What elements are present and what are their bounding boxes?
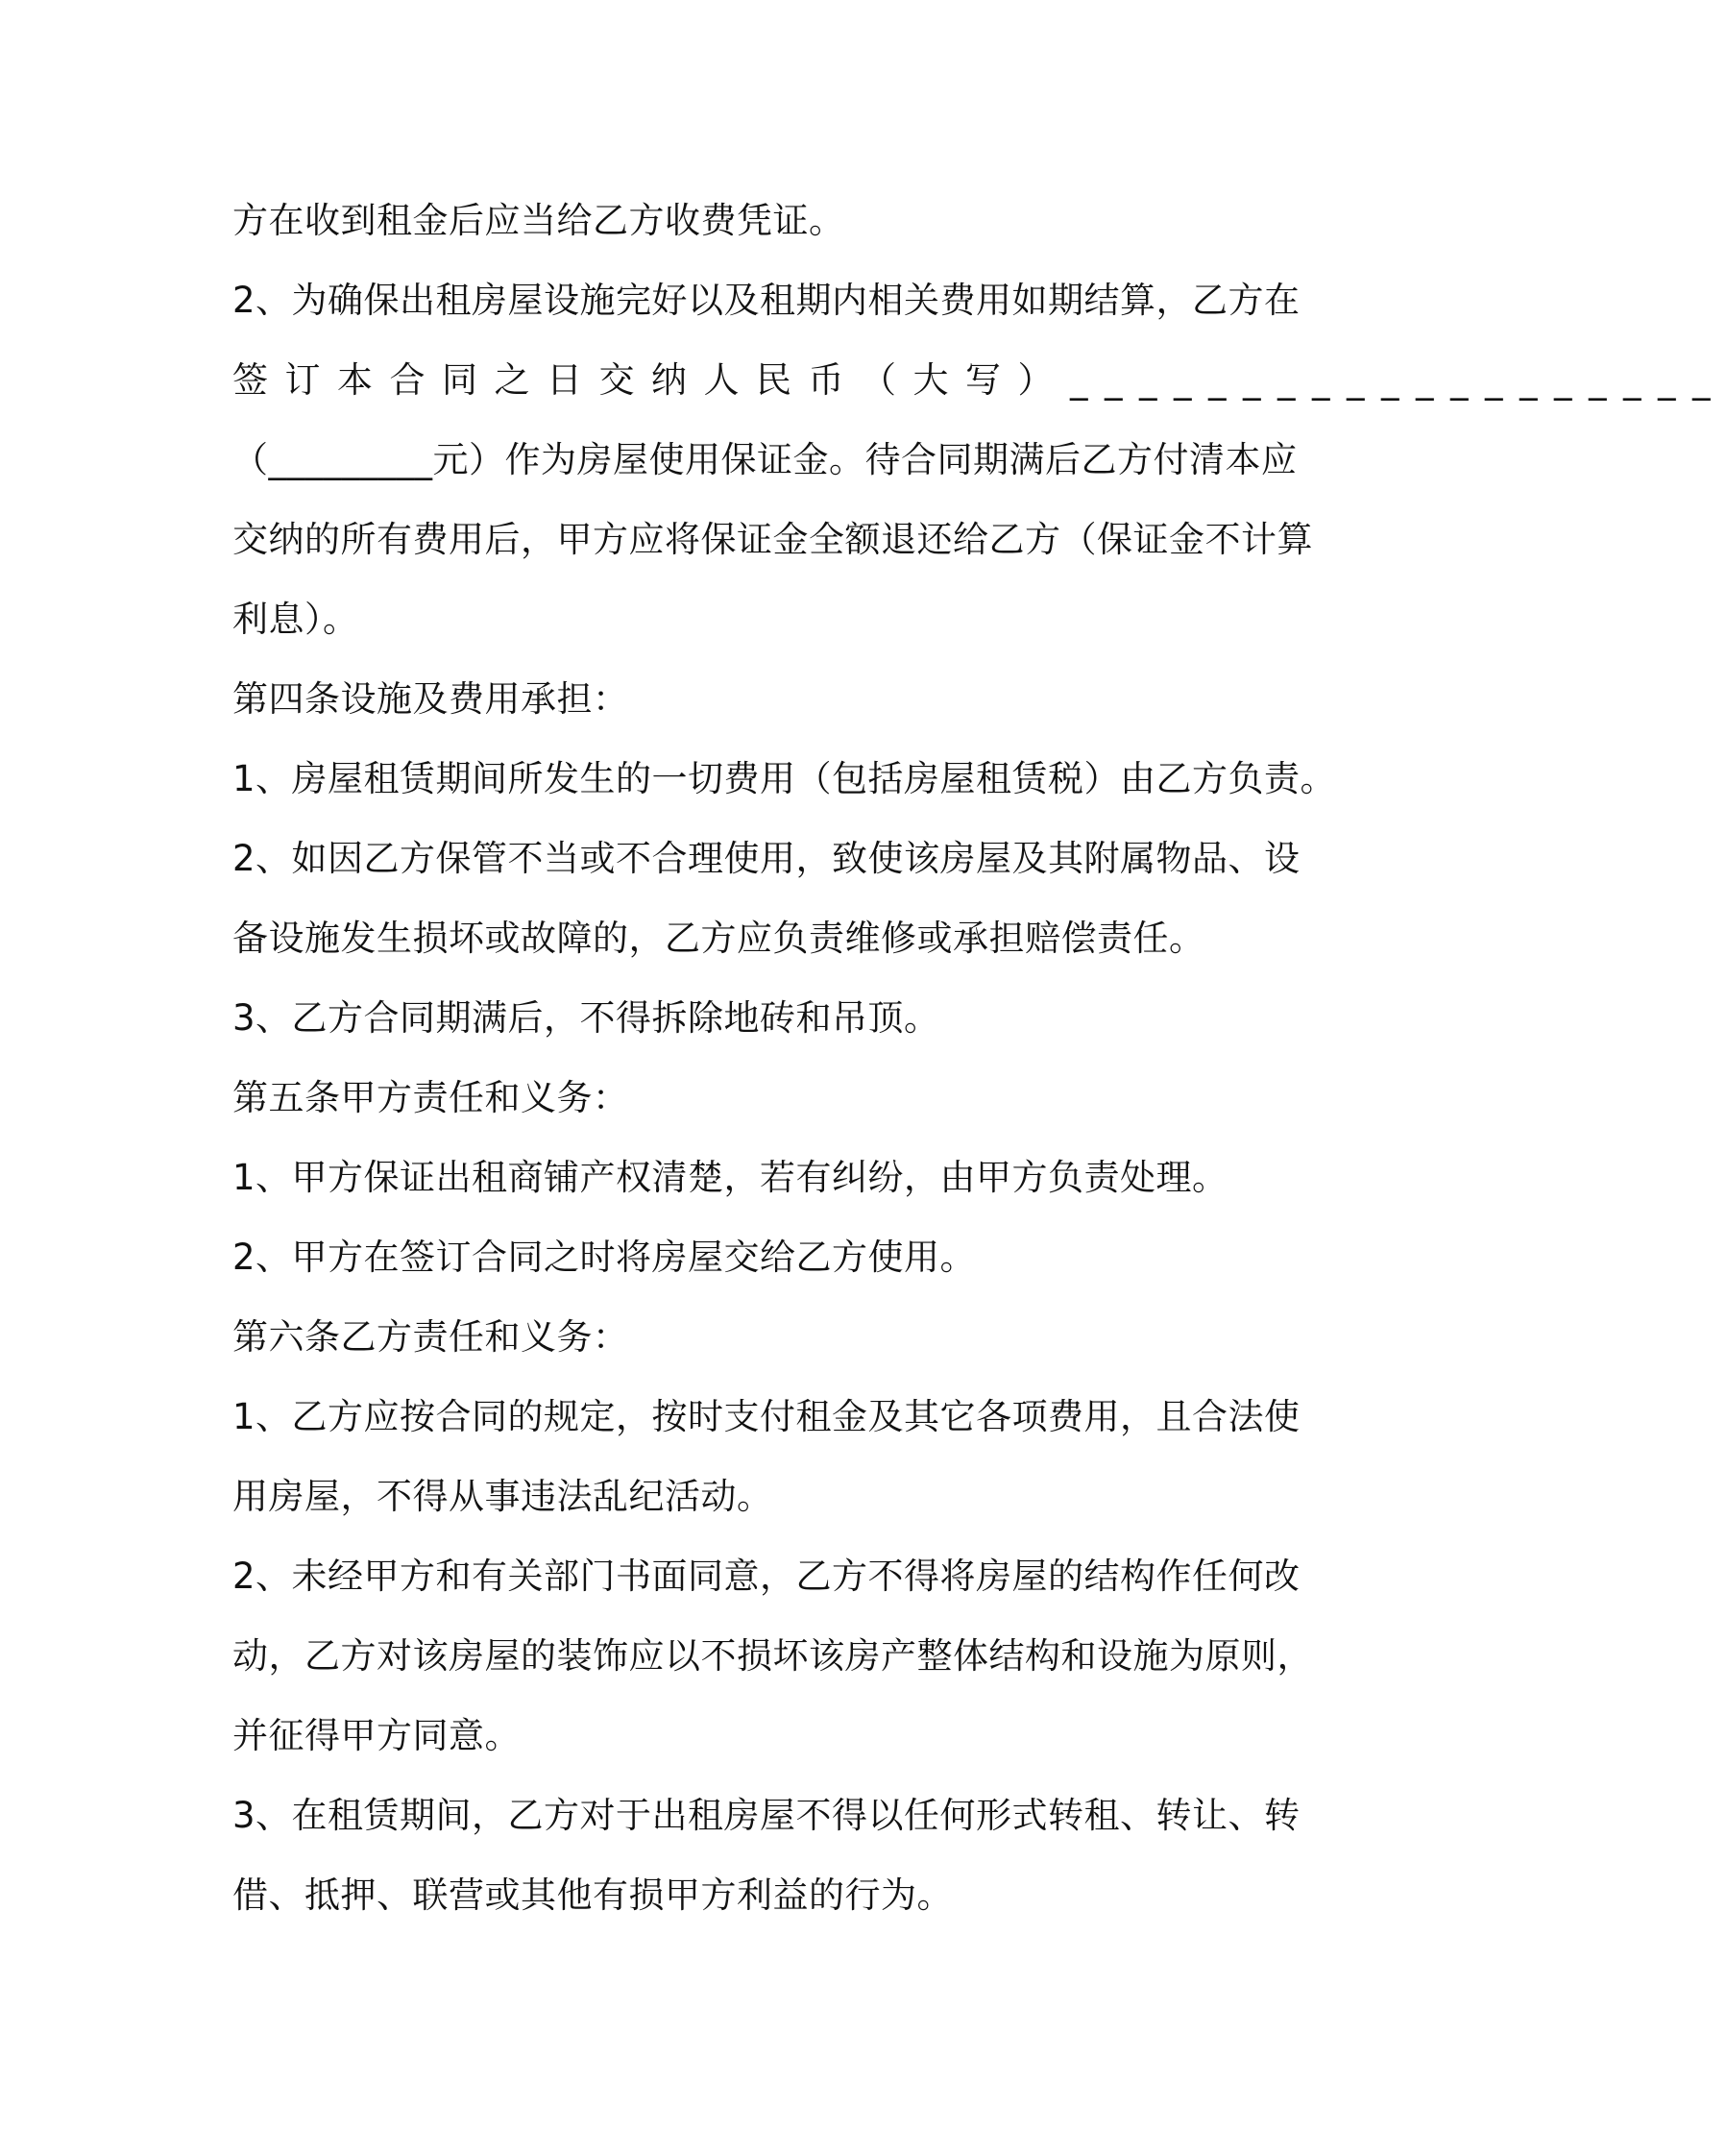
paragraph-line: 方在收到租金后应当给乙方收费凭证。 xyxy=(232,200,845,241)
paragraph-line: 1、甲方保证出租商铺产权清楚，若有纠纷，由甲方负责处理。 xyxy=(232,1157,1228,1198)
paragraph-line: 利息）。 xyxy=(232,599,359,640)
paragraph-line: 借、抵押、联营或其他有损甲方利益的行为。 xyxy=(232,1874,953,1916)
paragraph-line: 2、为确保出租房屋设施完好以及租期内相关费用如期结算，乙方在 xyxy=(232,280,1301,321)
paragraph-line: （_________元）作为房屋使用保证金。待合同期满后乙方付清本应 xyxy=(232,439,1298,480)
paragraph-line: 3、在租赁期间，乙方对于出租房屋不得以任何形式转租、转让、转 xyxy=(232,1795,1301,1836)
paragraph-line: 交纳的所有费用后，甲方应将保证金全额退还给乙方（保证金不计算 xyxy=(232,519,1313,560)
paragraph-line: 并征得甲方同意。 xyxy=(232,1715,521,1756)
paragraph-line: 用房屋，不得从事违法乱纪活动。 xyxy=(232,1476,773,1517)
section-heading: 第四条设施及费用承担： xyxy=(232,678,629,720)
paragraph-line: 动，乙方对该房屋的装饰应以不损坏该房产整体结构和设施为原则， xyxy=(232,1635,1313,1677)
paragraph-line: 1、乙方应按合同的规定，按时支付租金及其它各项费用，且合法使 xyxy=(232,1396,1301,1437)
paragraph-line: 签订本合同之日交纳人民币（大写）___________________ xyxy=(232,359,1727,401)
section-heading: 第五条甲方责任和义务： xyxy=(232,1077,629,1118)
paragraph-line: 2、甲方在签订合同之时将房屋交给乙方使用。 xyxy=(232,1237,977,1278)
paragraph-line: 2、如因乙方保管不当或不合理使用，致使该房屋及其附属物品、设 xyxy=(232,838,1301,879)
paragraph-line: 2、未经甲方和有关部门书面同意，乙方不得将房屋的结构作任何改 xyxy=(232,1556,1301,1597)
paragraph-line: 3、乙方合同期满后，不得拆除地砖和吊顶。 xyxy=(232,997,940,1039)
paragraph-line: 备设施发生损坏或故障的，乙方应负责维修或承担赔偿责任。 xyxy=(232,918,1205,959)
section-heading: 第六条乙方责任和义务： xyxy=(232,1316,629,1358)
paragraph-line: 1、房屋租赁期间所发生的一切费用（包括房屋租赁税）由乙方负责。 xyxy=(232,758,1337,799)
